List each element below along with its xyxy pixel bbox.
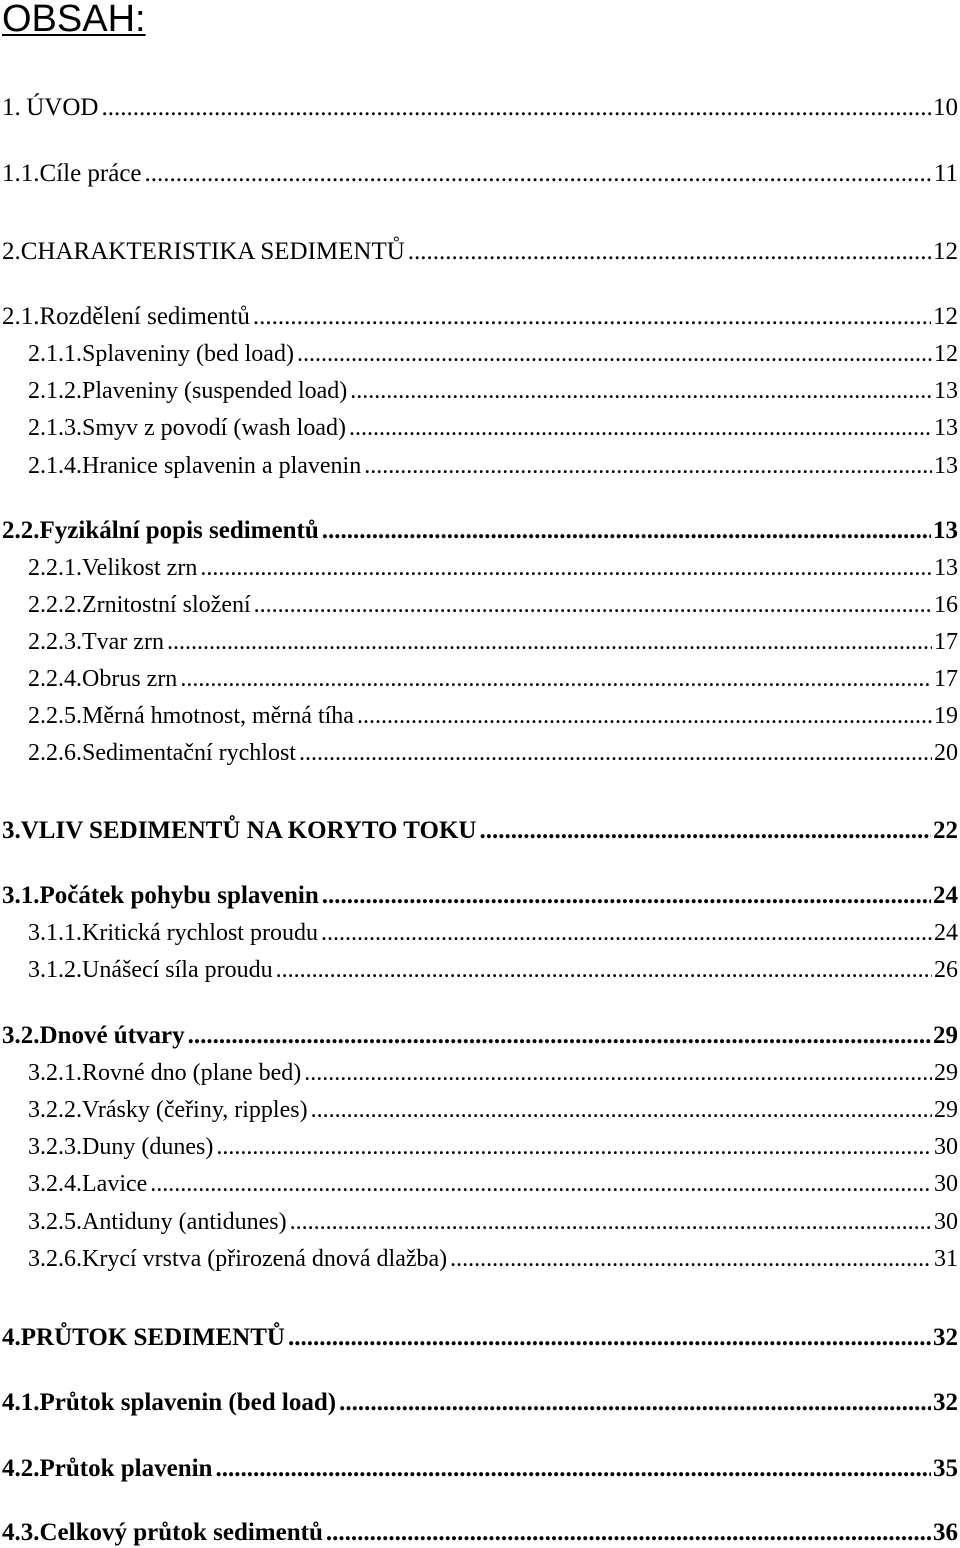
toc-entry-title: Obrus zrn: [82, 666, 178, 692]
toc-entry[interactable]: [28, 585, 958, 617]
toc-entry[interactable]: [2, 876, 958, 908]
toc-dot-leader: [276, 958, 932, 982]
toc-entry-title: Duny (dunes): [82, 1134, 214, 1160]
toc-entry-title: Cíle práce: [39, 160, 142, 187]
toc-dot-leader: [304, 1061, 932, 1085]
toc-entry-title: Měrná hmotnost, měrná tíha: [82, 703, 354, 729]
toc-entry-number: 2.2.1.: [28, 555, 82, 581]
toc-entry-number: 2.1.3.: [28, 415, 82, 441]
toc-entry-page: 32: [933, 1389, 958, 1416]
toc-entry[interactable]: [2, 154, 958, 186]
toc-entry-title: Celkový průtok sedimentů: [39, 1519, 323, 1546]
toc-entry-page: 24: [934, 920, 958, 946]
toc-entry-number: 2.2.6.: [28, 740, 82, 766]
toc-entry[interactable]: [28, 913, 958, 945]
toc-entry-page: 13: [934, 415, 958, 441]
toc-entry[interactable]: [2, 1318, 958, 1350]
toc-entry-page: 17: [934, 629, 958, 655]
toc-entry[interactable]: [28, 1127, 958, 1159]
toc-entry[interactable]: [2, 88, 958, 120]
toc-entry-title: Průtok splavenin (bed load): [39, 1389, 337, 1416]
toc-dot-leader: [408, 239, 931, 264]
toc-entry-title: Fyzikální popis sedimentů: [39, 517, 319, 544]
toc-entry-title: Rozdělení sedimentů: [39, 303, 250, 330]
toc-entry-title: Plaveniny (suspended load): [82, 378, 348, 404]
toc-entry[interactable]: [28, 950, 958, 982]
toc-entry[interactable]: [28, 548, 958, 580]
toc-dot-leader: [322, 518, 931, 543]
toc-entry-number: 2.: [2, 238, 21, 265]
toc-dot-leader: [288, 1325, 931, 1350]
toc-entry-page: 12: [933, 238, 958, 265]
toc-entry-title: PRŮTOK SEDIMENTŮ: [20, 1324, 285, 1351]
toc-dot-leader: [350, 379, 932, 403]
toc-dot-leader: [180, 667, 932, 691]
toc-dot-leader: [167, 630, 932, 654]
toc-entry-number: 4.3.: [2, 1519, 40, 1546]
toc-entry-number: 3.1.2.: [28, 957, 82, 983]
toc-entry-number: 3.2.2.: [28, 1097, 82, 1123]
toc-entry-title: Tvar zrn: [82, 629, 164, 655]
toc-entry-page: 36: [933, 1519, 958, 1546]
toc-entry-page: 19: [934, 703, 958, 729]
toc-dot-leader: [150, 1172, 932, 1196]
toc-dot-leader: [297, 342, 932, 366]
toc-dot-leader: [200, 556, 932, 580]
toc-entry-title: Počátek pohybu splavenin: [39, 882, 319, 909]
toc-dot-leader: [364, 454, 932, 478]
toc-entry[interactable]: [28, 1239, 958, 1271]
toc-dot-leader: [321, 921, 932, 945]
toc-dot-leader: [349, 416, 932, 440]
toc-entry-number: 2.1.4.: [28, 453, 82, 479]
toc-entry-page: 13: [934, 555, 958, 581]
toc-dot-leader: [322, 883, 931, 908]
toc-entry-number: 3.2.4.: [28, 1171, 82, 1197]
toc-entry[interactable]: [28, 659, 958, 691]
toc-entry[interactable]: [28, 733, 958, 765]
toc-entry-title: Dnové útvary: [39, 1022, 185, 1049]
toc-entry-title: VLIV SEDIMENTŮ NA KORYTO TOKU: [20, 817, 477, 844]
toc-entry-page: 31: [934, 1246, 958, 1272]
toc-entry-title: Lavice: [82, 1171, 148, 1197]
toc-entry[interactable]: [28, 622, 958, 654]
toc-entry-page: 22: [933, 817, 958, 844]
toc-entry-title: Kritická rychlost proudu: [82, 920, 318, 946]
toc-dot-leader: [145, 161, 932, 186]
toc-entry-number: 2.2.: [2, 517, 40, 544]
toc-dot-leader: [253, 304, 931, 329]
toc-entry-page: 29: [934, 1097, 958, 1123]
toc-entry-page: 30: [934, 1209, 958, 1235]
toc-entry-title: Průtok plavenin: [39, 1455, 213, 1482]
toc-entry[interactable]: [28, 334, 958, 366]
toc-entry-number: 3.2.: [2, 1022, 40, 1049]
toc-entry-page: 16: [934, 592, 958, 618]
toc-entry[interactable]: [2, 1383, 958, 1415]
toc-entry-page: 13: [934, 453, 958, 479]
toc-entry[interactable]: [28, 1053, 958, 1085]
toc-dot-leader: [311, 1098, 932, 1122]
toc-dot-leader: [101, 95, 931, 120]
toc-entry-page: 35: [933, 1455, 958, 1482]
toc-entry-number: 3.: [2, 817, 21, 844]
toc-entry-page: 13: [934, 378, 958, 404]
toc-entry-number: 2.2.4.: [28, 666, 82, 692]
toc-entry-number: 4.1.: [2, 1389, 40, 1416]
toc-dot-leader: [215, 1456, 931, 1481]
toc-entry-title: Hranice splavenin a plavenin: [82, 453, 362, 479]
toc-entry-page: 29: [934, 1060, 958, 1086]
toc-entry-number: 2.1.2.: [28, 378, 82, 404]
toc-entry-title: Smyv z povodí (wash load): [82, 415, 346, 441]
toc-entry[interactable]: [28, 446, 958, 478]
toc-dot-leader: [339, 1390, 931, 1415]
toc-dot-leader: [450, 1247, 932, 1271]
toc-entry-title: Velikost zrn: [82, 555, 198, 581]
toc-entry-page: 17: [934, 666, 958, 692]
toc-entry-number: 3.2.5.: [28, 1209, 82, 1235]
page-title: OBSAH:: [2, 0, 146, 40]
toc-entry-page: 10: [933, 94, 958, 121]
toc-entry-number: 3.2.1.: [28, 1060, 82, 1086]
toc-entry-page: 20: [934, 740, 958, 766]
toc-entry-title: Unášecí síla proudu: [82, 957, 273, 983]
toc-dot-leader: [357, 704, 932, 728]
toc-entry[interactable]: [28, 1202, 958, 1234]
toc-entry-page: 24: [933, 882, 958, 909]
toc-entry[interactable]: [2, 1449, 958, 1481]
toc-entry-title: Krycí vrstva (přirozená dnová dlažba): [82, 1246, 448, 1272]
toc-entry-number: 1.1.: [2, 160, 40, 187]
toc-entry-title: Zrnitostní složení: [82, 592, 251, 618]
toc-entry-page: 12: [934, 341, 958, 367]
toc-dot-leader: [254, 593, 932, 617]
toc-entry-number: 4.2.: [2, 1455, 40, 1482]
toc-entry[interactable]: [2, 811, 958, 843]
toc-dot-leader: [479, 818, 931, 843]
toc-dot-leader: [290, 1210, 932, 1234]
toc-dot-leader: [188, 1023, 931, 1048]
toc-entry-title: ÚVOD: [26, 94, 99, 121]
toc-entry[interactable]: [28, 696, 958, 728]
toc-entry-title: Antiduny (antidunes): [82, 1209, 287, 1235]
toc-entry-title: Vrásky (čeřiny, ripples): [82, 1097, 308, 1123]
toc-entry[interactable]: [2, 297, 958, 329]
toc-entry-page: 30: [934, 1134, 958, 1160]
toc-entry-title: Sedimentační rychlost: [82, 740, 296, 766]
toc-entry-page: 13: [933, 517, 958, 544]
toc-entry-number: 3.2.6.: [28, 1246, 82, 1272]
toc-entry[interactable]: [2, 511, 958, 543]
toc-entry-number: 4.: [2, 1324, 21, 1351]
toc-entry-number: 3.1.1.: [28, 920, 82, 946]
toc-dot-leader: [326, 1520, 931, 1545]
toc-entry-number: 2.2.3.: [28, 629, 82, 655]
toc-entry-number: 3.1.: [2, 882, 40, 909]
toc-entry[interactable]: [2, 232, 958, 264]
toc-entry-page: 26: [934, 957, 958, 983]
toc-entry-number: 3.2.3.: [28, 1134, 82, 1160]
toc-entry[interactable]: [2, 1016, 958, 1048]
toc-entry-title: Splaveniny (bed load): [82, 341, 294, 367]
toc-entry[interactable]: [28, 1090, 958, 1122]
toc-entry-number: 2.2.5.: [28, 703, 82, 729]
toc-dot-leader: [216, 1135, 932, 1159]
toc-entry-page: 32: [933, 1324, 958, 1351]
toc-entry-page: 12: [933, 303, 958, 330]
toc-entry-number: 2.1.1.: [28, 341, 82, 367]
toc-entry-number: 2.1.: [2, 303, 40, 330]
toc-entry-page: 29: [933, 1022, 958, 1049]
toc-entry-page: 11: [933, 160, 958, 187]
toc-entry-page: 30: [934, 1171, 958, 1197]
toc-entry[interactable]: [28, 1164, 958, 1196]
toc-entry-title: Rovné dno (plane bed): [82, 1060, 302, 1086]
toc-entry-number: 1.: [2, 94, 21, 121]
toc-dot-leader: [299, 741, 932, 765]
toc-entry-title: CHARAKTERISTIKA SEDIMENTŮ: [20, 238, 405, 265]
toc-entry-number: 2.2.2.: [28, 592, 82, 618]
toc-entry[interactable]: [28, 408, 958, 440]
toc-entry[interactable]: [2, 1513, 958, 1545]
toc-entry[interactable]: [28, 371, 958, 403]
